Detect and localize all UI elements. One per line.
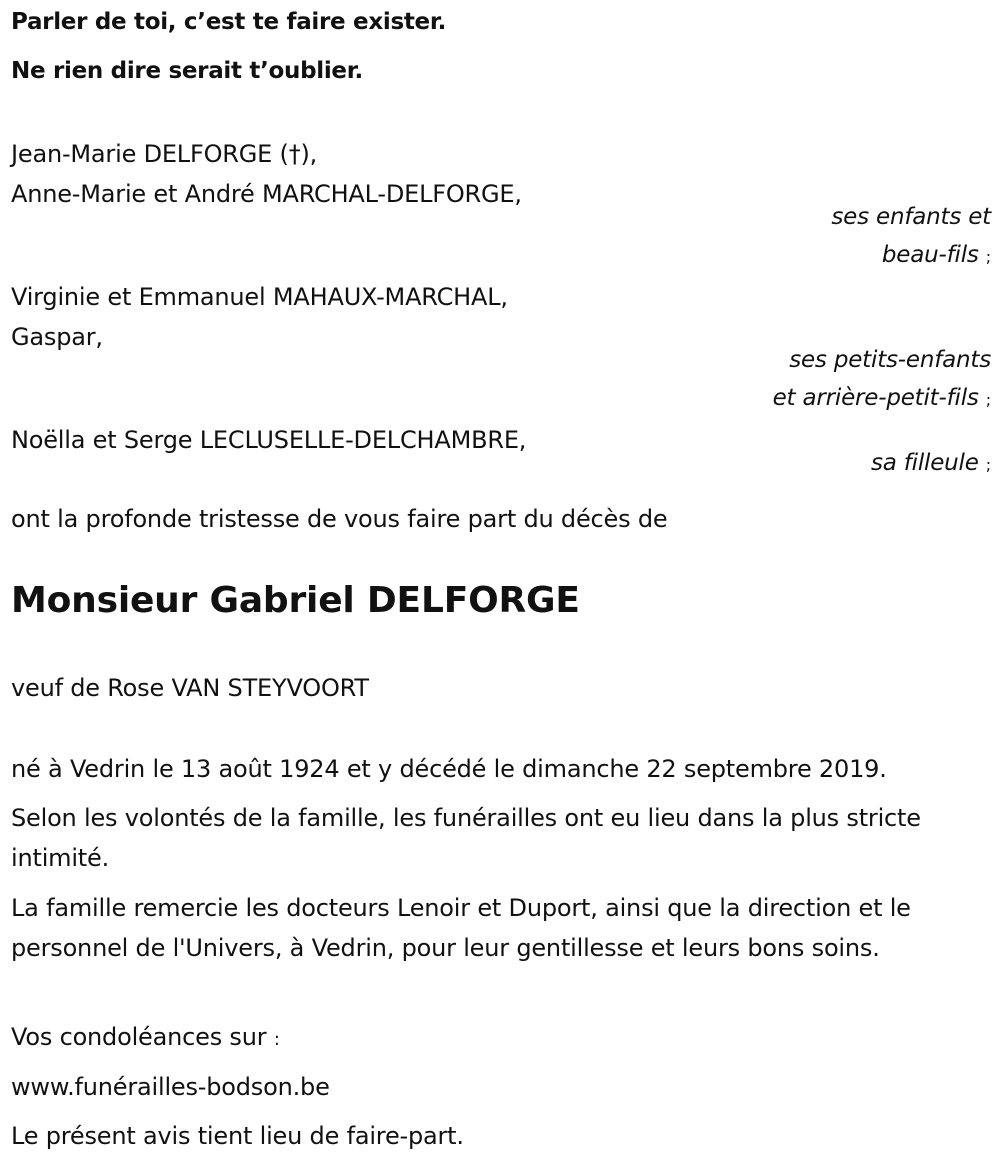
widower-of: veuf de Rose VAN STEYVOORT: [11, 674, 369, 702]
family-goddaughter-line: Noëlla et Serge LECLUSELLE-DELCHAMBRE,: [11, 426, 527, 454]
condolences-colon: :: [273, 1029, 280, 1050]
semicolon: ;: [985, 455, 991, 474]
notice-text: Le présent avis tient lieu de faire-part.: [11, 1122, 464, 1150]
thanks-paragraph: La famille remercie les docteurs Lenoir et Duport, ainsi que la direction et le personnel de l'Univers, à Vedrin, pour leur gentillesse et leurs bons soins.: [11, 894, 911, 962]
children-relation-line-2: [882, 242, 991, 268]
condolences-website[interactable]: www.funérailles-bodson.be: [11, 1073, 330, 1101]
funeral-details: Selon les volontés de la famille, les funérailles ont eu lieu dans la plus stricte intimité.: [11, 804, 921, 872]
condolences-label-line: [11, 1023, 280, 1051]
epigraph-line-1: Parler de toi, c’est te faire exister.: [11, 9, 447, 35]
grandchildren-relation-line-1: [789, 347, 991, 373]
family-children-line-1: Jean-Marie DELFORGE (†),: [11, 140, 318, 168]
children-relation-text-2: beau-fils: [881, 242, 979, 268]
family-children-line-2: Anne-Marie et André MARCHAL-DELFORGE,: [11, 180, 522, 208]
birth-death-details: né à Vedrin le 13 août 1924 et y décédé le dimanche 22 septembre 2019.: [11, 755, 887, 783]
deceased-name: Monsieur Gabriel DELFORGE: [11, 580, 580, 621]
epigraph-line-2: Ne rien dire serait t’oublier.: [11, 58, 363, 84]
condolences-label: Vos condoléances sur: [11, 1023, 267, 1051]
family-grandchildren-line-1: Virginie et Emmanuel MAHAUX-MARCHAL,: [11, 283, 508, 311]
children-relation-text: ses enfants et: [831, 204, 991, 230]
grandchildren-relation-line-2: [773, 385, 991, 411]
goddaughter-relation-line: [871, 450, 991, 476]
family-grandchildren-line-2: Gaspar,: [11, 323, 103, 351]
semicolon: ;: [985, 247, 991, 266]
grandchildren-relation-text: ses petits-enfants: [789, 347, 991, 373]
announcement-text: ont la profonde tristesse de vous faire part du décès de: [11, 505, 668, 533]
grandchildren-relation-text-2: et arrière-petit-fils: [772, 385, 979, 411]
goddaughter-relation-text: sa filleule: [870, 450, 979, 476]
semicolon: ;: [985, 390, 991, 409]
children-relation-line-1: [831, 204, 991, 230]
